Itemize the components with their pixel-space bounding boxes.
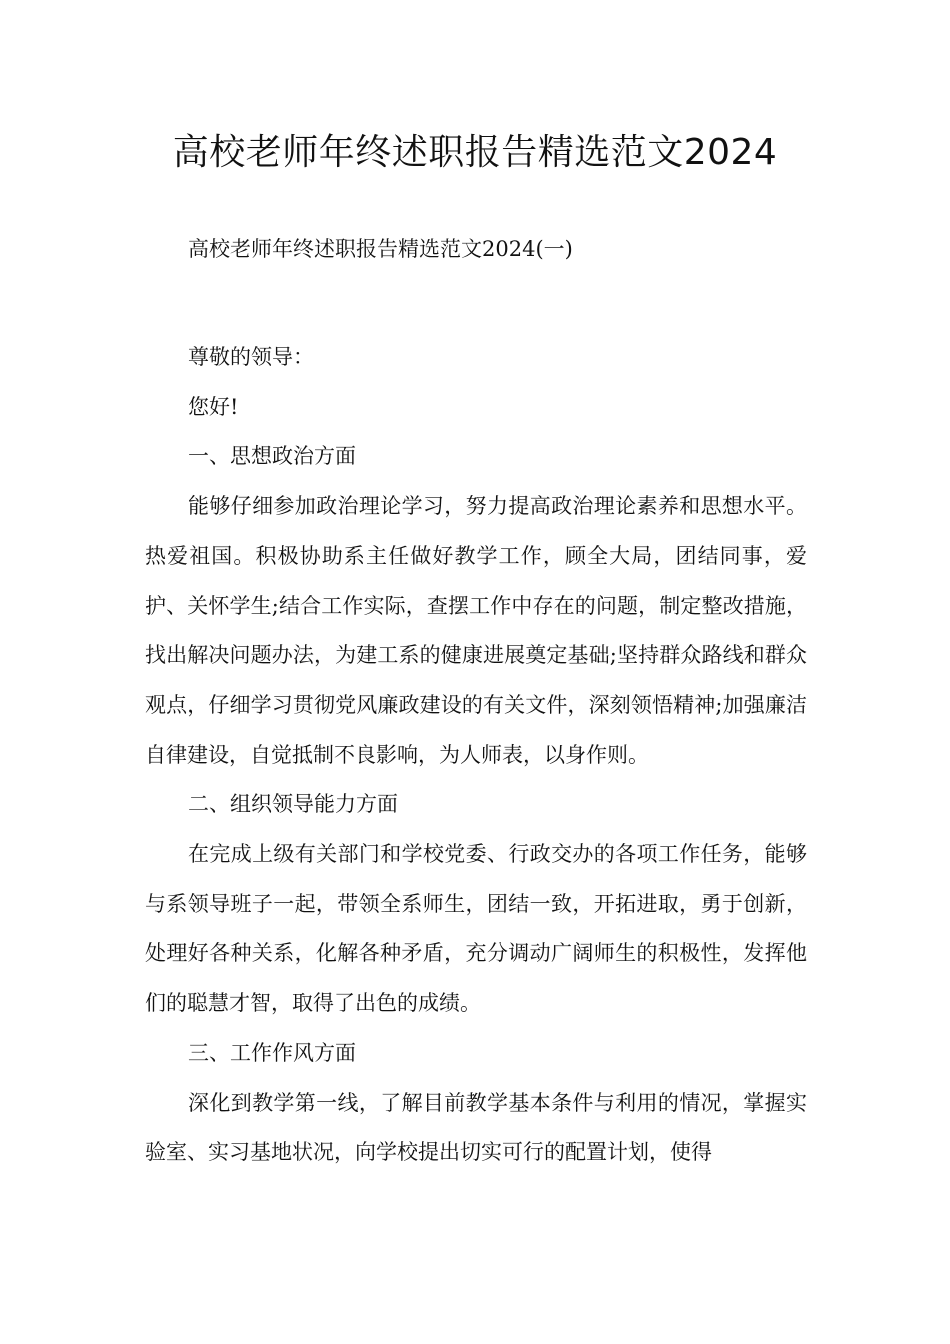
section-heading-3: 三、工作作风方面 [188, 1040, 356, 1065]
section-heading-1: 一、思想政治方面 [188, 444, 356, 469]
section-heading-2: 二、组织领导能力方面 [188, 792, 398, 817]
document-body [145, 333, 807, 1178]
section-paragraph-1: 能够仔细参加政治理论学习，努力提高政治理论素养和思想水平。热爱祖国。积极协助系主任做好教学工作，顾全大局，团结同事，爱护、关怀学生;结合工作实际，查摆工作中存在的问题，制定整改措施，找出解决问题办法，为建工系的健康进展奠定基础;坚持群众路线和群众观点，仔细学习贯彻党风廉政建设的有关文件，深刻领悟精神;加强廉洁自律建设，自觉抵制不良影响，为人师表，以身作则。 [145, 494, 807, 767]
section-paragraph-3: 深化到教学第一线，了解目前教学基本条件与利用的情况，掌握实验室、实习基地状况，向学校提出切实可行的配置计划，使得 [145, 1090, 807, 1165]
greeting: 您好! [188, 394, 239, 419]
document-title: 高校老师年终述职报告精选范文2024 [172, 132, 778, 173]
salutation: 尊敬的领导： [188, 345, 314, 369]
document-subtitle: 高校老师年终述职报告精选范文2024(一) [188, 237, 573, 261]
section-paragraph-2: 在完成上级有关部门和学校党委、行政交办的各项工作任务，能够与系领导班子一起，带领全系师生，团结一致，开拓进取，勇于创新，处理好各种关系，化解各种矛盾，充分调动广阔师生的积极性，发挥他们的聪慧才智，取得了出色的成绩。 [145, 842, 807, 1016]
